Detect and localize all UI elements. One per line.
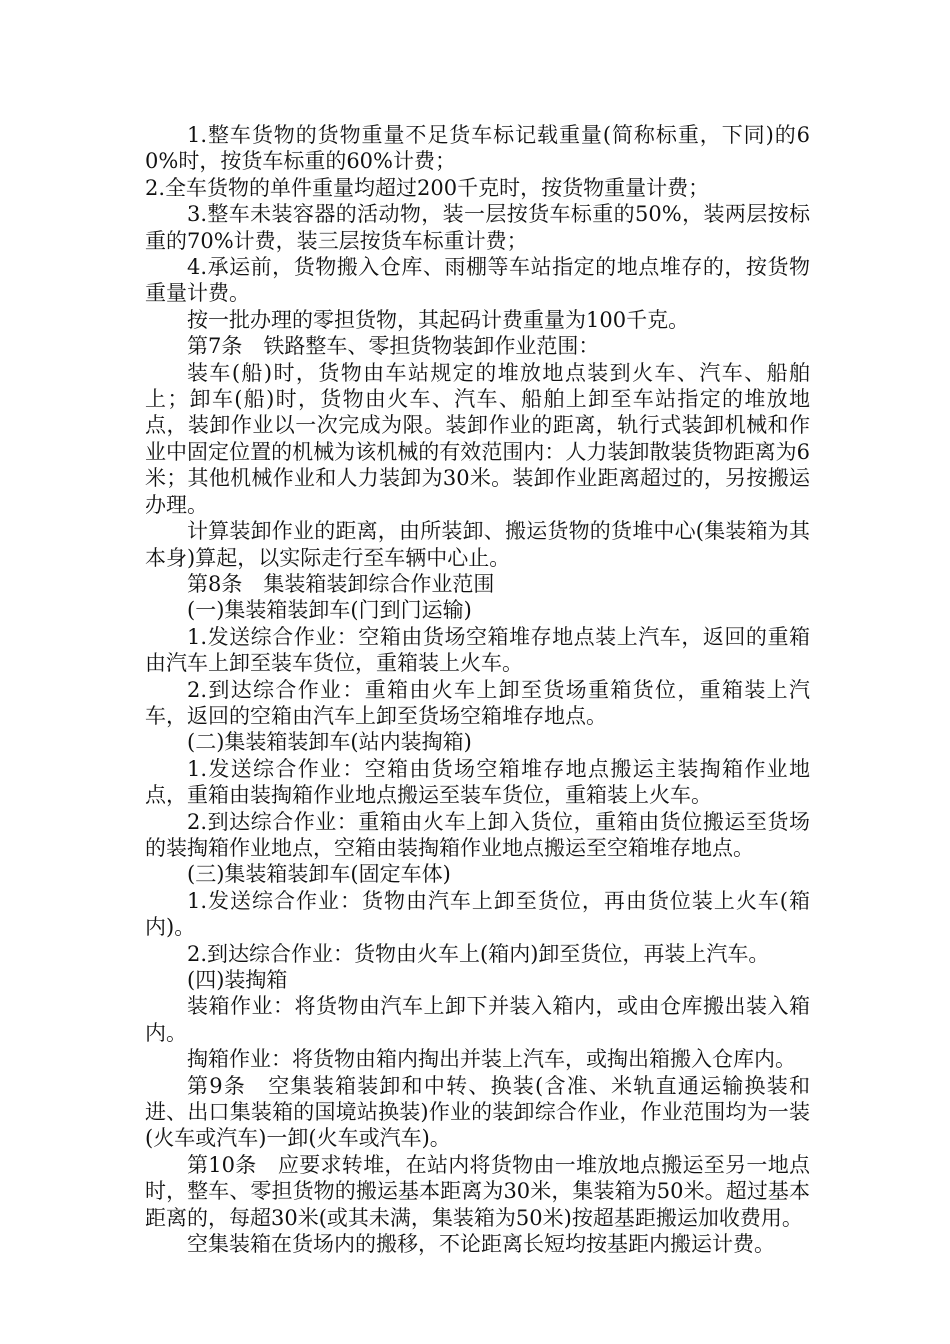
- article-heading: 第7条 铁路整车、零担货物装卸作业范围：: [187, 334, 600, 359]
- paragraph: 1.发送综合作业：货物由汽车上卸至货位，再由货位装上火车(箱内)。: [145, 888, 810, 940]
- paragraph: 1.发送综合作业：空箱由货场空箱堆存地点搬运主装掏箱作业地点，重箱由装掏箱作业地点搬运至装车货位，重箱装上火车。: [145, 756, 810, 808]
- paragraph: 计算装卸作业的距离，由所装卸、搬运货物的货堆中心(集装箱为其本身)算起，以实际走行至车辆中心止。: [145, 519, 810, 570]
- paragraph: 掏箱作业：将货物由箱内掏出并装上汽车，或掏出箱搬入仓库内。: [187, 1047, 796, 1072]
- section-heading: (一)集装箱装卸车(门到门运输): [187, 598, 472, 623]
- article-heading: 第8条 集装箱装卸综合作业范围: [187, 571, 495, 596]
- section-heading: (四)装掏箱: [187, 968, 288, 992]
- paragraph: 2.到达综合作业：货物由火车上(箱内)卸至货位，再装上汽车。: [187, 941, 770, 966]
- paragraph: 空集装箱在货场内的搬移，不论距离长短均按基距内搬运计费。: [187, 1232, 775, 1257]
- article-heading: 第10条 应要求转堆，在站内将货物由一堆放地点搬运至另一地点时，整车、零担货物的搬运基本距离为30米，集装箱为50米。超过基本距离的，每超30米(或其未满，集装箱为50米)按超基距搬运加收费用。: [145, 1152, 810, 1230]
- paragraph: 2.到达综合作业：重箱由火车上卸入货位，重箱由货位搬运至货场的装掏箱作业地点，空箱由装掏箱作业地点搬运至空箱堆存地点。: [145, 809, 810, 860]
- paragraph: 1.整车货物的货物重量不足货车标记载重量(简称标重，下同)的60%时，按货车标重的60%计费；: [145, 123, 810, 174]
- paragraph: 2.到达综合作业：重箱由火车上卸至货场重箱货位，重箱装上汽车，返回的空箱由汽车上卸至货场空箱堆存地点。: [145, 677, 810, 728]
- paragraph: 4.承运前，货物搬入仓库、雨棚等车站指定的地点堆存的，按货物重量计费。: [145, 255, 810, 306]
- section-heading: (三)集装箱装卸车(固定车体): [187, 862, 451, 887]
- paragraph: 装车(船)时，货物由车站规定的堆放地点装到火车、汽车、船舶上；卸车(船)时，货物由火车、汽车、船舶上卸至车站指定的堆放地点，装卸作业以一次完成为限。装卸作业的距离，轨行式装卸机械和作业中固定位置的机械为该机械的有效范围内：人力装卸散装货物距离为6米；其他机械作业和人力装卸为30米。装卸作业距离超过的，另按搬运办理。: [145, 360, 810, 517]
- body-text: [145, 122, 810, 1257]
- paragraph: 2.全车货物的单件重量均超过200千克时，按货物重量计费；: [145, 175, 710, 200]
- paragraph: 装箱作业：将货物由汽车上卸下并装入箱内，或由仓库搬出装入箱内。: [145, 994, 810, 1045]
- paragraph: 1.发送综合作业：空箱由货场空箱堆存地点装上汽车，返回的重箱由汽车上卸至装车货位，重箱装上火车。: [145, 624, 810, 676]
- paragraph: 3.整车未装容器的活动物，装一层按货车标重的50%，装两层按标重的70%计费，装三层按货车标重计费；: [145, 202, 810, 253]
- paragraph: 按一批办理的零担货物，其起码计费重量为100千克。: [187, 307, 690, 332]
- section-heading: (二)集装箱装卸车(站内装掏箱): [187, 730, 472, 755]
- article-heading: 第9条 空集装箱装卸和中转、换装(含准、米轨直通运输换装和进、出口集装箱的国境站换装)作业的装卸综合作业，作业范围均为一装(火车或汽车)一卸(火车或汽车)。: [145, 1073, 810, 1151]
